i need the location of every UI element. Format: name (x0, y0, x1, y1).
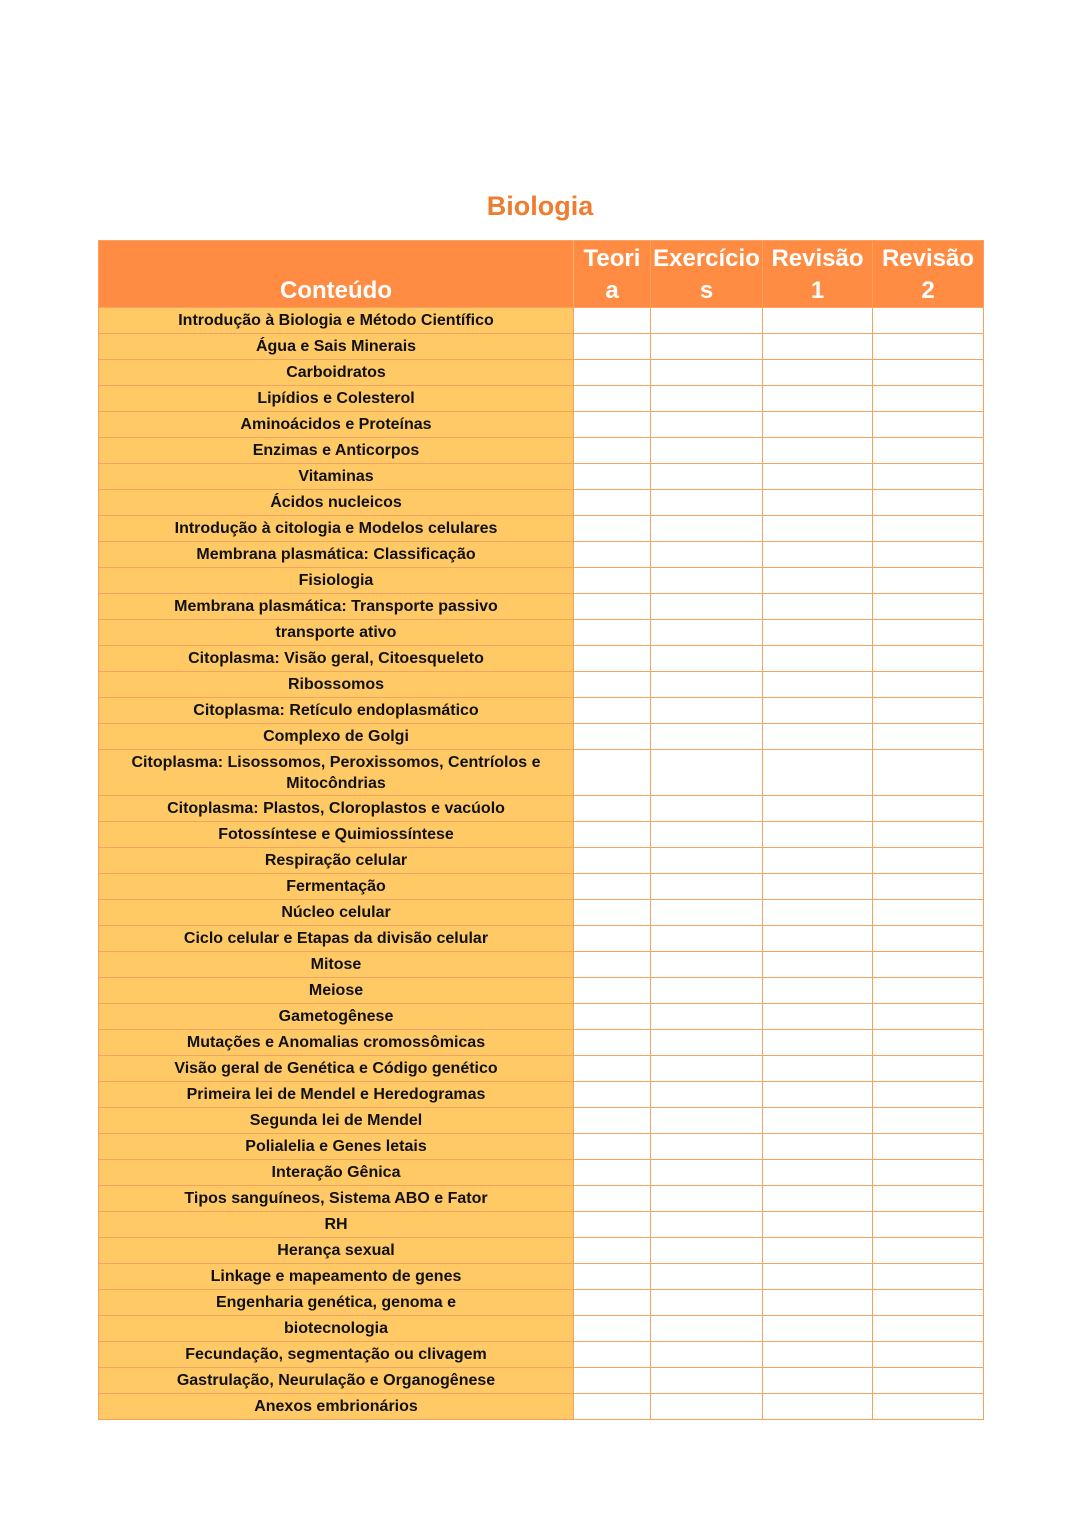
table-row (99, 1238, 984, 1264)
checkbox-cell-theory[interactable] (574, 900, 651, 926)
checkbox-cell-exercises[interactable] (651, 386, 763, 412)
topic-cell: Fotossíntese e Quimiossíntese (99, 822, 574, 848)
checkbox-cell-review-2[interactable] (873, 464, 984, 490)
checkbox-cell-theory[interactable] (574, 1108, 651, 1134)
topic-cell: Meiose (99, 978, 574, 1004)
topic-cell: Membrana plasmática: Classificação (99, 542, 574, 568)
table-row (99, 334, 984, 360)
table-row (99, 1056, 984, 1082)
checkbox-cell-review-1[interactable] (763, 1342, 873, 1368)
topic-cell: Herança sexual (99, 1238, 574, 1264)
topic-cell: Núcleo celular (99, 900, 574, 926)
checkbox-cell-review-2[interactable] (873, 1056, 984, 1082)
topic-cell: transporte ativo (99, 620, 574, 646)
checkbox-cell-theory[interactable] (574, 874, 651, 900)
topic-cell: Interação Gênica (99, 1160, 574, 1186)
checkbox-cell-exercises[interactable] (651, 848, 763, 874)
checkbox-cell-review-1[interactable] (763, 1264, 873, 1290)
checkbox-cell-theory[interactable] (574, 672, 651, 698)
checkbox-cell-review-1[interactable] (763, 1394, 873, 1420)
table-row (99, 796, 984, 822)
checkbox-cell-theory[interactable] (574, 516, 651, 542)
checkbox-cell-exercises[interactable] (651, 1134, 763, 1160)
checkbox-cell-review-2[interactable] (873, 412, 984, 438)
checkbox-cell-review-2[interactable] (873, 1134, 984, 1160)
checkbox-cell-review-1[interactable] (763, 1368, 873, 1394)
checkbox-cell-review-1[interactable] (763, 952, 873, 978)
table-row (99, 1264, 984, 1290)
table-row (99, 594, 984, 620)
table-row (99, 900, 984, 926)
topic-cell: Introdução à Biologia e Método Científico (99, 308, 574, 334)
checkbox-cell-exercises[interactable] (651, 1368, 763, 1394)
topic-cell: Gametogênese (99, 1004, 574, 1030)
checkbox-cell-review-1[interactable] (763, 464, 873, 490)
table-row (99, 1212, 984, 1238)
checkbox-cell-exercises[interactable] (651, 1264, 763, 1290)
topic-cell: Tipos sanguíneos, Sistema ABO e Fator (99, 1186, 574, 1212)
checkbox-cell-exercises[interactable] (651, 796, 763, 822)
topic-cell: Citoplasma: Lisossomos, Peroxissomos, Centríolos e Mitocôndrias (99, 750, 574, 796)
header-review-1: Revisão 1 (763, 241, 873, 308)
checkbox-cell-exercises[interactable] (651, 1316, 763, 1342)
table-row (99, 438, 984, 464)
checkbox-cell-review-1[interactable] (763, 1212, 873, 1238)
checkbox-cell-review-2[interactable] (873, 1160, 984, 1186)
checkbox-cell-exercises[interactable] (651, 568, 763, 594)
checkbox-cell-exercises[interactable] (651, 412, 763, 438)
checkbox-cell-exercises[interactable] (651, 308, 763, 334)
checkbox-cell-exercises[interactable] (651, 1056, 763, 1082)
topic-cell: Fermentação (99, 874, 574, 900)
checkbox-cell-theory[interactable] (574, 334, 651, 360)
topic-cell: Ribossomos (99, 672, 574, 698)
checkbox-cell-exercises[interactable] (651, 1342, 763, 1368)
checkbox-cell-theory[interactable] (574, 568, 651, 594)
table-row (99, 672, 984, 698)
checkbox-cell-exercises[interactable] (651, 698, 763, 724)
checkbox-cell-exercises[interactable] (651, 926, 763, 952)
topic-cell: Polialelia e Genes letais (99, 1134, 574, 1160)
header-content: Conteúdo (99, 241, 574, 308)
header-exercises: Exercício s (651, 241, 763, 308)
checkbox-cell-review-2[interactable] (873, 750, 984, 796)
header-review-2: Revisão 2 (873, 241, 984, 308)
table-row (99, 1186, 984, 1212)
checkbox-cell-theory[interactable] (574, 1238, 651, 1264)
topic-cell: Vitaminas (99, 464, 574, 490)
checkbox-cell-review-2[interactable] (873, 360, 984, 386)
checkbox-cell-exercises[interactable] (651, 1290, 763, 1316)
topic-cell: Segunda lei de Mendel (99, 1108, 574, 1134)
checkbox-cell-theory[interactable] (574, 822, 651, 848)
checkbox-cell-review-2[interactable] (873, 1030, 984, 1056)
checkbox-cell-exercises[interactable] (651, 724, 763, 750)
table-row (99, 516, 984, 542)
table-row (99, 1290, 984, 1316)
checkbox-cell-review-2[interactable] (873, 1004, 984, 1030)
checkbox-cell-theory[interactable] (574, 1316, 651, 1342)
checkbox-cell-review-2[interactable] (873, 848, 984, 874)
table-row (99, 724, 984, 750)
checkbox-cell-theory[interactable] (574, 438, 651, 464)
topic-cell: Citoplasma: Plastos, Cloroplastos e vacúolo (99, 796, 574, 822)
checkbox-cell-review-2[interactable] (873, 724, 984, 750)
checkbox-cell-review-2[interactable] (873, 1290, 984, 1316)
checkbox-cell-review-1[interactable] (763, 620, 873, 646)
checkbox-cell-exercises[interactable] (651, 1186, 763, 1212)
checkbox-cell-review-2[interactable] (873, 1212, 984, 1238)
checkbox-cell-theory[interactable] (574, 1368, 651, 1394)
table-row (99, 978, 984, 1004)
table-row (99, 926, 984, 952)
topic-cell: Água e Sais Minerais (99, 334, 574, 360)
topic-cell: biotecnologia (99, 1316, 574, 1342)
topic-cell: Anexos embrionários (99, 1394, 574, 1420)
checkbox-cell-exercises[interactable] (651, 1108, 763, 1134)
checkbox-cell-theory[interactable] (574, 848, 651, 874)
checkbox-cell-exercises[interactable] (651, 1238, 763, 1264)
checkbox-cell-exercises[interactable] (651, 1004, 763, 1030)
checkbox-cell-review-1[interactable] (763, 360, 873, 386)
checkbox-cell-theory[interactable] (574, 926, 651, 952)
checkbox-cell-theory[interactable] (574, 1394, 651, 1420)
checkbox-cell-theory[interactable] (574, 360, 651, 386)
table-row (99, 848, 984, 874)
topic-cell: Membrana plasmática: Transporte passivo (99, 594, 574, 620)
table-row (99, 822, 984, 848)
checkbox-cell-review-1[interactable] (763, 1056, 873, 1082)
checkbox-cell-review-2[interactable] (873, 334, 984, 360)
checkbox-cell-theory[interactable] (574, 1160, 651, 1186)
checkbox-cell-review-2[interactable] (873, 1368, 984, 1394)
checkbox-cell-theory[interactable] (574, 1264, 651, 1290)
checkbox-cell-review-1[interactable] (763, 490, 873, 516)
topic-cell: Linkage e mapeamento de genes (99, 1264, 574, 1290)
checkbox-cell-exercises[interactable] (651, 978, 763, 1004)
checkbox-cell-theory[interactable] (574, 308, 651, 334)
table-header-row (99, 241, 984, 308)
checkbox-cell-review-2[interactable] (873, 1264, 984, 1290)
table-row (99, 620, 984, 646)
table-row (99, 1004, 984, 1030)
table-row (99, 542, 984, 568)
checkbox-cell-review-1[interactable] (763, 646, 873, 672)
table-row (99, 952, 984, 978)
checkbox-cell-exercises[interactable] (651, 516, 763, 542)
checkbox-cell-review-1[interactable] (763, 848, 873, 874)
checkbox-cell-review-1[interactable] (763, 334, 873, 360)
checkbox-cell-exercises[interactable] (651, 1160, 763, 1186)
checkbox-cell-review-2[interactable] (873, 698, 984, 724)
checkbox-cell-review-1[interactable] (763, 1316, 873, 1342)
checkbox-cell-exercises[interactable] (651, 750, 763, 796)
checkbox-cell-review-2[interactable] (873, 900, 984, 926)
table-row (99, 1082, 984, 1108)
table-row (99, 874, 984, 900)
checkbox-cell-exercises[interactable] (651, 1082, 763, 1108)
checkbox-cell-review-1[interactable] (763, 1290, 873, 1316)
checkbox-cell-theory[interactable] (574, 1342, 651, 1368)
table-row (99, 1134, 984, 1160)
checkbox-cell-review-1[interactable] (763, 386, 873, 412)
checkbox-cell-review-1[interactable] (763, 1082, 873, 1108)
checkbox-cell-exercises[interactable] (651, 360, 763, 386)
checkbox-cell-review-1[interactable] (763, 412, 873, 438)
topic-cell: Mitose (99, 952, 574, 978)
table-row (99, 1108, 984, 1134)
table-row (99, 1160, 984, 1186)
topic-cell: Ciclo celular e Etapas da divisão celular (99, 926, 574, 952)
checkbox-cell-review-1[interactable] (763, 822, 873, 848)
table-row (99, 308, 984, 334)
checkbox-cell-theory[interactable] (574, 412, 651, 438)
checkbox-cell-theory[interactable] (574, 620, 651, 646)
checkbox-cell-review-1[interactable] (763, 672, 873, 698)
checkbox-cell-review-2[interactable] (873, 1186, 984, 1212)
header-theory: Teori a (574, 241, 651, 308)
checkbox-cell-exercises[interactable] (651, 542, 763, 568)
topic-cell: Aminoácidos e Proteínas (99, 412, 574, 438)
table-row (99, 464, 984, 490)
checkbox-cell-review-1[interactable] (763, 1160, 873, 1186)
checkbox-cell-theory[interactable] (574, 594, 651, 620)
checkbox-cell-review-2[interactable] (873, 978, 984, 1004)
checkbox-cell-theory[interactable] (574, 750, 651, 796)
checkbox-cell-review-2[interactable] (873, 490, 984, 516)
checkbox-cell-review-1[interactable] (763, 900, 873, 926)
checkbox-cell-review-1[interactable] (763, 1186, 873, 1212)
checkbox-cell-theory[interactable] (574, 1186, 651, 1212)
checkbox-cell-review-2[interactable] (873, 542, 984, 568)
checkbox-cell-theory[interactable] (574, 1134, 651, 1160)
checkbox-cell-review-2[interactable] (873, 1342, 984, 1368)
checkbox-cell-theory[interactable] (574, 978, 651, 1004)
checkbox-cell-review-1[interactable] (763, 1004, 873, 1030)
study-plan-table (98, 240, 984, 1420)
topic-cell: Visão geral de Genética e Código genético (99, 1056, 574, 1082)
checkbox-cell-review-2[interactable] (873, 1082, 984, 1108)
checkbox-cell-exercises[interactable] (651, 900, 763, 926)
checkbox-cell-exercises[interactable] (651, 1212, 763, 1238)
table-row (99, 698, 984, 724)
checkbox-cell-review-2[interactable] (873, 822, 984, 848)
checkbox-cell-review-1[interactable] (763, 926, 873, 952)
checkbox-cell-theory[interactable] (574, 1082, 651, 1108)
checkbox-cell-review-1[interactable] (763, 308, 873, 334)
checkbox-cell-review-1[interactable] (763, 874, 873, 900)
topic-cell: Respiração celular (99, 848, 574, 874)
checkbox-cell-review-1[interactable] (763, 594, 873, 620)
checkbox-cell-review-1[interactable] (763, 796, 873, 822)
checkbox-cell-theory[interactable] (574, 542, 651, 568)
checkbox-cell-theory[interactable] (574, 1290, 651, 1316)
checkbox-cell-review-1[interactable] (763, 750, 873, 796)
checkbox-cell-review-1[interactable] (763, 698, 873, 724)
checkbox-cell-review-2[interactable] (873, 438, 984, 464)
table-row (99, 490, 984, 516)
table-row (99, 750, 984, 796)
checkbox-cell-exercises[interactable] (651, 672, 763, 698)
topic-cell: Fisiologia (99, 568, 574, 594)
checkbox-cell-review-1[interactable] (763, 516, 873, 542)
checkbox-cell-theory[interactable] (574, 1030, 651, 1056)
checkbox-cell-review-2[interactable] (873, 1108, 984, 1134)
topic-cell: Citoplasma: Visão geral, Citoesqueleto (99, 646, 574, 672)
table-row (99, 646, 984, 672)
checkbox-cell-review-1[interactable] (763, 1108, 873, 1134)
checkbox-cell-review-2[interactable] (873, 308, 984, 334)
topic-cell: RH (99, 1212, 574, 1238)
checkbox-cell-exercises[interactable] (651, 438, 763, 464)
checkbox-cell-review-1[interactable] (763, 978, 873, 1004)
topic-cell: Lipídios e Colesterol (99, 386, 574, 412)
topic-cell: Fecundação, segmentação ou clivagem (99, 1342, 574, 1368)
checkbox-cell-exercises[interactable] (651, 490, 763, 516)
checkbox-cell-exercises[interactable] (651, 620, 763, 646)
checkbox-cell-theory[interactable] (574, 1212, 651, 1238)
topic-cell: Ácidos nucleicos (99, 490, 574, 516)
checkbox-cell-review-2[interactable] (873, 594, 984, 620)
checkbox-cell-theory[interactable] (574, 464, 651, 490)
checkbox-cell-exercises[interactable] (651, 952, 763, 978)
table-row (99, 1394, 984, 1420)
checkbox-cell-review-1[interactable] (763, 568, 873, 594)
checkbox-cell-review-2[interactable] (873, 568, 984, 594)
topic-cell: Mutações e Anomalias cromossômicas (99, 1030, 574, 1056)
topic-cell: Citoplasma: Retículo endoplasmático (99, 698, 574, 724)
checkbox-cell-theory[interactable] (574, 698, 651, 724)
checkbox-cell-exercises[interactable] (651, 594, 763, 620)
topic-cell: Carboidratos (99, 360, 574, 386)
topic-cell: Enzimas e Anticorpos (99, 438, 574, 464)
checkbox-cell-exercises[interactable] (651, 334, 763, 360)
checkbox-cell-review-1[interactable] (763, 1238, 873, 1264)
checkbox-cell-review-1[interactable] (763, 724, 873, 750)
checkbox-cell-theory[interactable] (574, 646, 651, 672)
checkbox-cell-review-2[interactable] (873, 952, 984, 978)
table-row (99, 568, 984, 594)
topic-cell: Gastrulação, Neurulação e Organogênese (99, 1368, 574, 1394)
checkbox-cell-exercises[interactable] (651, 1030, 763, 1056)
checkbox-cell-exercises[interactable] (651, 646, 763, 672)
checkbox-cell-theory[interactable] (574, 386, 651, 412)
topic-cell: Introdução à citologia e Modelos celulares (99, 516, 574, 542)
table-row (99, 1316, 984, 1342)
checkbox-cell-theory[interactable] (574, 952, 651, 978)
checkbox-cell-theory[interactable] (574, 1056, 651, 1082)
checkbox-cell-review-2[interactable] (873, 516, 984, 542)
table-row (99, 1342, 984, 1368)
checkbox-cell-review-2[interactable] (873, 646, 984, 672)
table-row (99, 412, 984, 438)
topic-cell: Primeira lei de Mendel e Heredogramas (99, 1082, 574, 1108)
checkbox-cell-review-2[interactable] (873, 1316, 984, 1342)
table-body (99, 308, 984, 1420)
checkbox-cell-review-1[interactable] (763, 1030, 873, 1056)
topic-cell: Engenharia genética, genoma e (99, 1290, 574, 1316)
checkbox-cell-review-2[interactable] (873, 796, 984, 822)
checkbox-cell-review-1[interactable] (763, 1134, 873, 1160)
checkbox-cell-exercises[interactable] (651, 1394, 763, 1420)
checkbox-cell-exercises[interactable] (651, 874, 763, 900)
table-row (99, 360, 984, 386)
checkbox-cell-exercises[interactable] (651, 464, 763, 490)
table-row (99, 1030, 984, 1056)
checkbox-cell-review-2[interactable] (873, 620, 984, 646)
page-title: Biologia (486, 191, 594, 221)
checkbox-cell-theory[interactable] (574, 796, 651, 822)
checkbox-cell-review-2[interactable] (873, 1238, 984, 1264)
checkbox-cell-theory[interactable] (574, 1004, 651, 1030)
table-row (99, 1368, 984, 1394)
checkbox-cell-review-2[interactable] (873, 386, 984, 412)
checkbox-cell-theory[interactable] (574, 490, 651, 516)
checkbox-cell-review-1[interactable] (763, 542, 873, 568)
checkbox-cell-review-2[interactable] (873, 1394, 984, 1420)
checkbox-cell-review-1[interactable] (763, 438, 873, 464)
checkbox-cell-review-2[interactable] (873, 672, 984, 698)
checkbox-cell-review-2[interactable] (873, 874, 984, 900)
table-row (99, 386, 984, 412)
topic-cell: Complexo de Golgi (99, 724, 574, 750)
checkbox-cell-review-2[interactable] (873, 926, 984, 952)
checkbox-cell-exercises[interactable] (651, 822, 763, 848)
checkbox-cell-theory[interactable] (574, 724, 651, 750)
